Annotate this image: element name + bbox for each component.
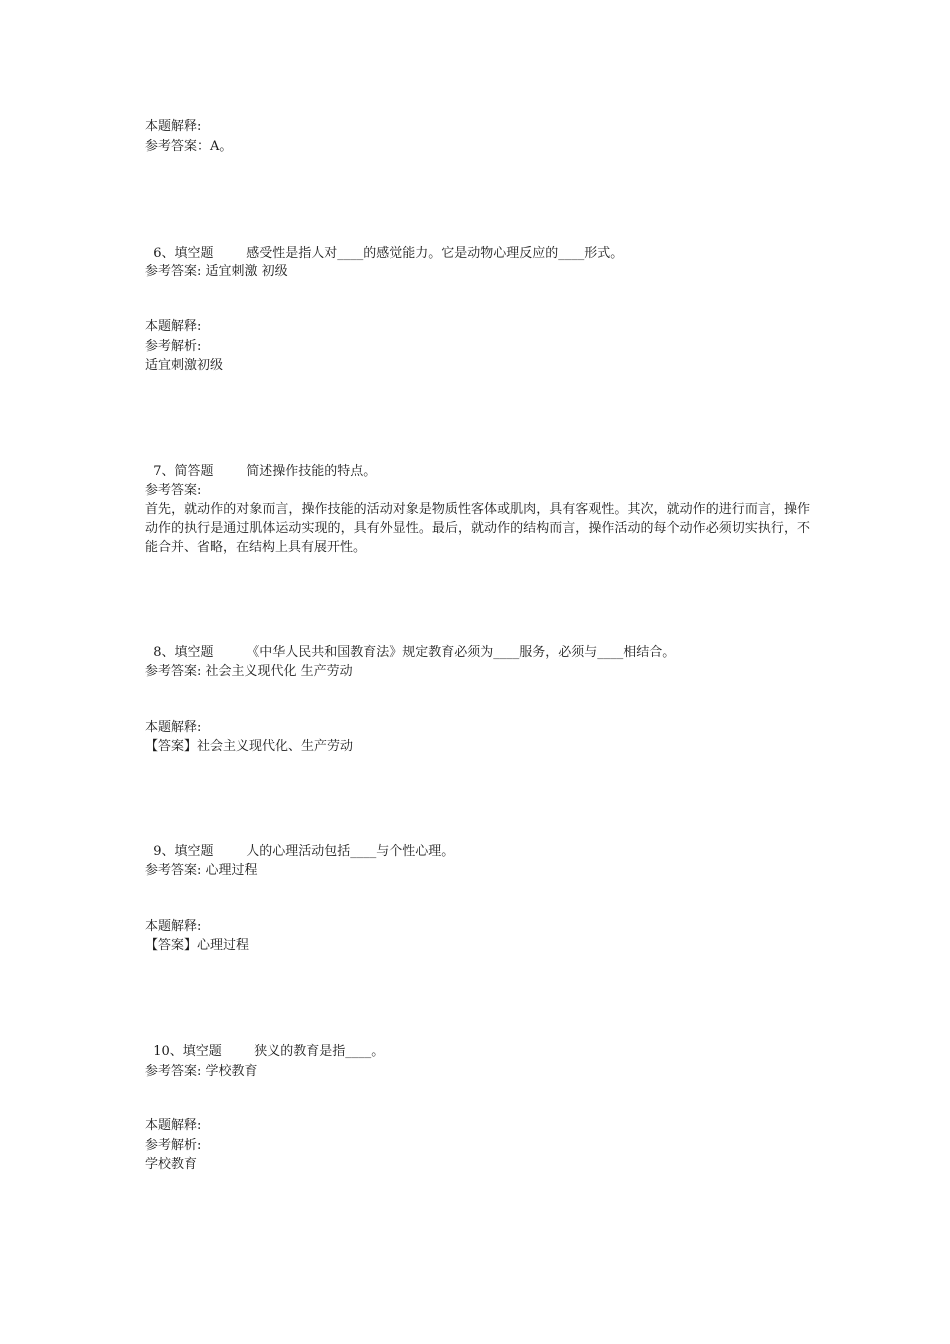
- question-number: 9、填空题: [153, 844, 214, 859]
- explanation-label: 本题解释:: [145, 720, 202, 735]
- analysis-label: 参考解析:: [145, 1138, 202, 1153]
- question-number: 7、简答题: [153, 464, 214, 479]
- explanation-label: 本题解释:: [145, 919, 202, 934]
- question-text: 狭义的教育是指____。: [254, 1044, 385, 1059]
- question-text: 人的心理活动包括____与个性心理。: [246, 844, 455, 859]
- explanation-text: 【答案】心理过程: [145, 938, 250, 953]
- question-9-header: [145, 825, 454, 861]
- answer-text: 首先，就动作的对象而言，操作技能的活动对象是物质性客体或肌肉，具有客观性。其次，就动作的进行而言，操作动作的执行是通过肌体运动实现的，具有外显性。最后，就动作的结构而言，操作活动的每个动作必须切实执行，不能合并、省略，在结构上具有展开性。: [145, 502, 810, 555]
- answer-line: 参考答案: 学校教育: [145, 1064, 258, 1079]
- explanation-label: 本题解释:: [145, 319, 202, 334]
- explanation-label: 本题解释:: [145, 1118, 202, 1133]
- question-text: 《中华人民共和国教育法》规定教育必须为____服务，必须与____相结合。: [246, 645, 676, 660]
- analysis-text: 适宜刺激初级: [145, 358, 224, 373]
- question-6-header: [145, 227, 623, 263]
- analysis-label: 参考解析:: [145, 339, 202, 354]
- question-7-header: [145, 445, 376, 481]
- answer-line: 参考答案: 适宜刺激 初级: [145, 264, 288, 279]
- explanation-label: 本题解释:: [145, 119, 202, 134]
- question-number: 8、填空题: [153, 645, 214, 660]
- answer-line: 参考答案: 心理过程: [145, 863, 258, 878]
- question-8-header: [145, 626, 675, 662]
- analysis-text: 学校教育: [145, 1157, 198, 1172]
- answer-line: 参考答案: 社会主义现代化 生产劳动: [145, 664, 353, 679]
- answer-line: 参考答案：A。: [145, 139, 233, 154]
- question-text: 简述操作技能的特点。: [246, 464, 377, 479]
- question-number: 6、填空题: [153, 246, 214, 261]
- question-10-header: [145, 1025, 384, 1061]
- question-text: 感受性是指人对____的感觉能力。它是动物心理反应的____形式。: [246, 246, 624, 261]
- question-number: 10、填空题: [153, 1044, 222, 1059]
- answer-label: 参考答案:: [145, 483, 202, 498]
- explanation-text: 【答案】社会主义现代化、生产劳动: [145, 739, 354, 754]
